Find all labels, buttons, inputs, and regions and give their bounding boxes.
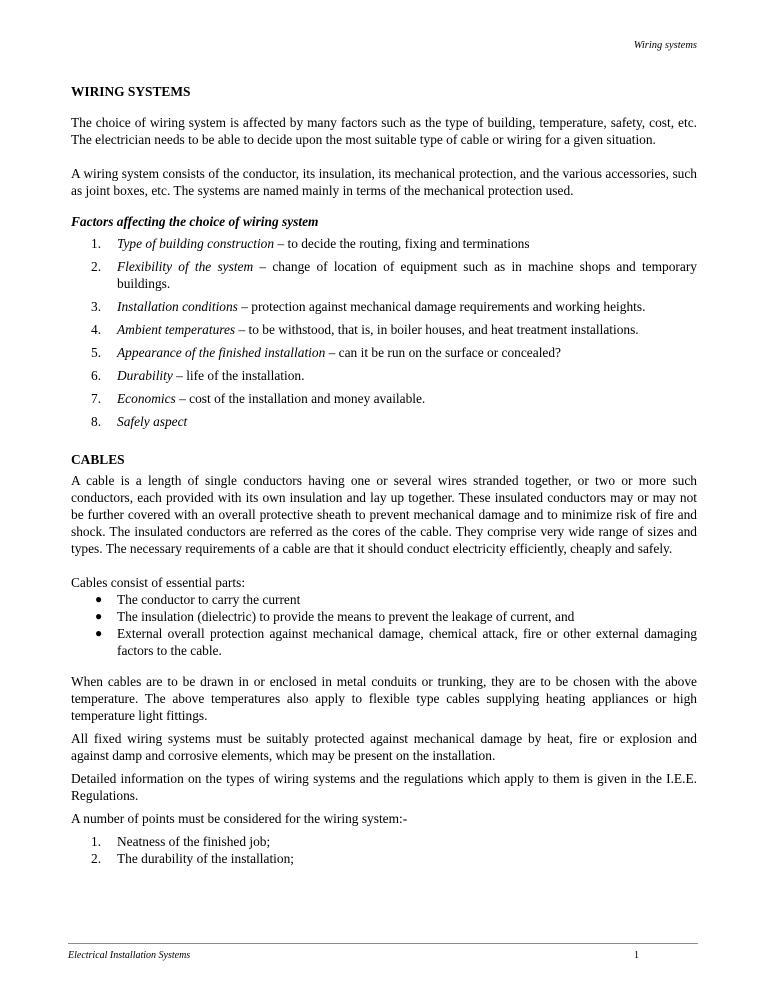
conduit-paragraph: When cables are to be drawn in or enclosed in metal conduits or trunking, they are to be chosen with the above temperature. The above temperatures also apply to flexible type cables supplying heating appliances or high temperature light fittings. [71, 674, 697, 723]
factor-item: 5. Appearance of the finished installation – can it be run on the surface or concealed? [91, 345, 561, 360]
factor-item: 6. Durability – life of the installation. [91, 368, 305, 383]
points-intro: A number of points must be considered for the wiring system:- [71, 811, 408, 826]
factors-list [71, 235, 697, 430]
factor-item: 4. Ambient temperatures – to be withstood, that is, in boiler houses, and heat treatment installations. [91, 322, 639, 337]
factor-item: 1. Type of building construction – to decide the routing, fixing and terminations [91, 236, 530, 251]
factor-item: 2. Flexibility of the system – change of location of equipment such as in machine shops and temporary buildings. [91, 259, 697, 291]
cable-part-item: ● The conductor to carry the current [95, 592, 301, 607]
point-item: 2. The durability of the installation; [91, 851, 295, 866]
factor-item: 3. Installation conditions – protection against mechanical damage requirements and working heights. [91, 299, 646, 314]
point-item: 1. Neatness of the finished job; [91, 834, 271, 849]
wiring-systems-heading: WIRING SYSTEMS [71, 84, 191, 99]
footer-divider [68, 943, 698, 944]
points-list [71, 833, 697, 867]
cable-parts-list [71, 591, 697, 659]
cable-part-item: ● The insulation (dielectric) to provide the means to prevent the leakage of current, and [95, 609, 575, 624]
factor-item: 8. Safely aspect [91, 414, 188, 429]
cable-part-item: ● External overall protection against mechanical damage, chemical attack, fire or other external damaging factors to the cable. [95, 626, 697, 658]
factor-item: 7. Economics – cost of the installation and money available. [91, 391, 426, 406]
factors-heading: Factors affecting the choice of wiring system [71, 214, 319, 229]
cable-definition-paragraph: A cable is a length of single conductors having one or several wires stranded together, or two or more such conductors, each provided with its own insulation and lay up together. These insulated conductors may or may not be further covered with an overall protective sheath to prevent mechanical damage and to minimize risk of fire and shock. The insulated conductors are referred as the cores of the cable. They comprise very wide range of sizes and types. The necessary requirements of a cable are that it should conduct electricity efficiently, cheaply and safely. [71, 473, 697, 556]
page-number: 1 [634, 950, 639, 961]
protection-paragraph: All fixed wiring systems must be suitably protected against mechanical damage by heat, fire or explosion and against damp and corrosive elements, which may be present on the installation. [71, 731, 697, 763]
running-header: Wiring systems [633, 40, 697, 51]
page-content [71, 83, 697, 867]
cables-heading: CABLES [71, 452, 125, 467]
regulations-paragraph: Detailed information on the types of wiring systems and the regulations which apply to them is given in the I.E.E. Regulations. [71, 771, 697, 803]
cable-parts-intro: Cables consist of essential parts: [71, 575, 246, 590]
footer-title: Electrical Installation Systems [68, 950, 191, 961]
wiring-intro-paragraph: The choice of wiring system is affected by many factors such as the type of building, temperature, safety, cost, etc. The electrician needs to be able to decide upon the most suitable type of cable or wiring for a given situation. [71, 115, 697, 147]
wiring-definition-paragraph: A wiring system consists of the conductor, its insulation, its mechanical protection, and the various accessories, such as joint boxes, etc. The systems are named mainly in terms of the mechanical protection used. [71, 166, 697, 198]
